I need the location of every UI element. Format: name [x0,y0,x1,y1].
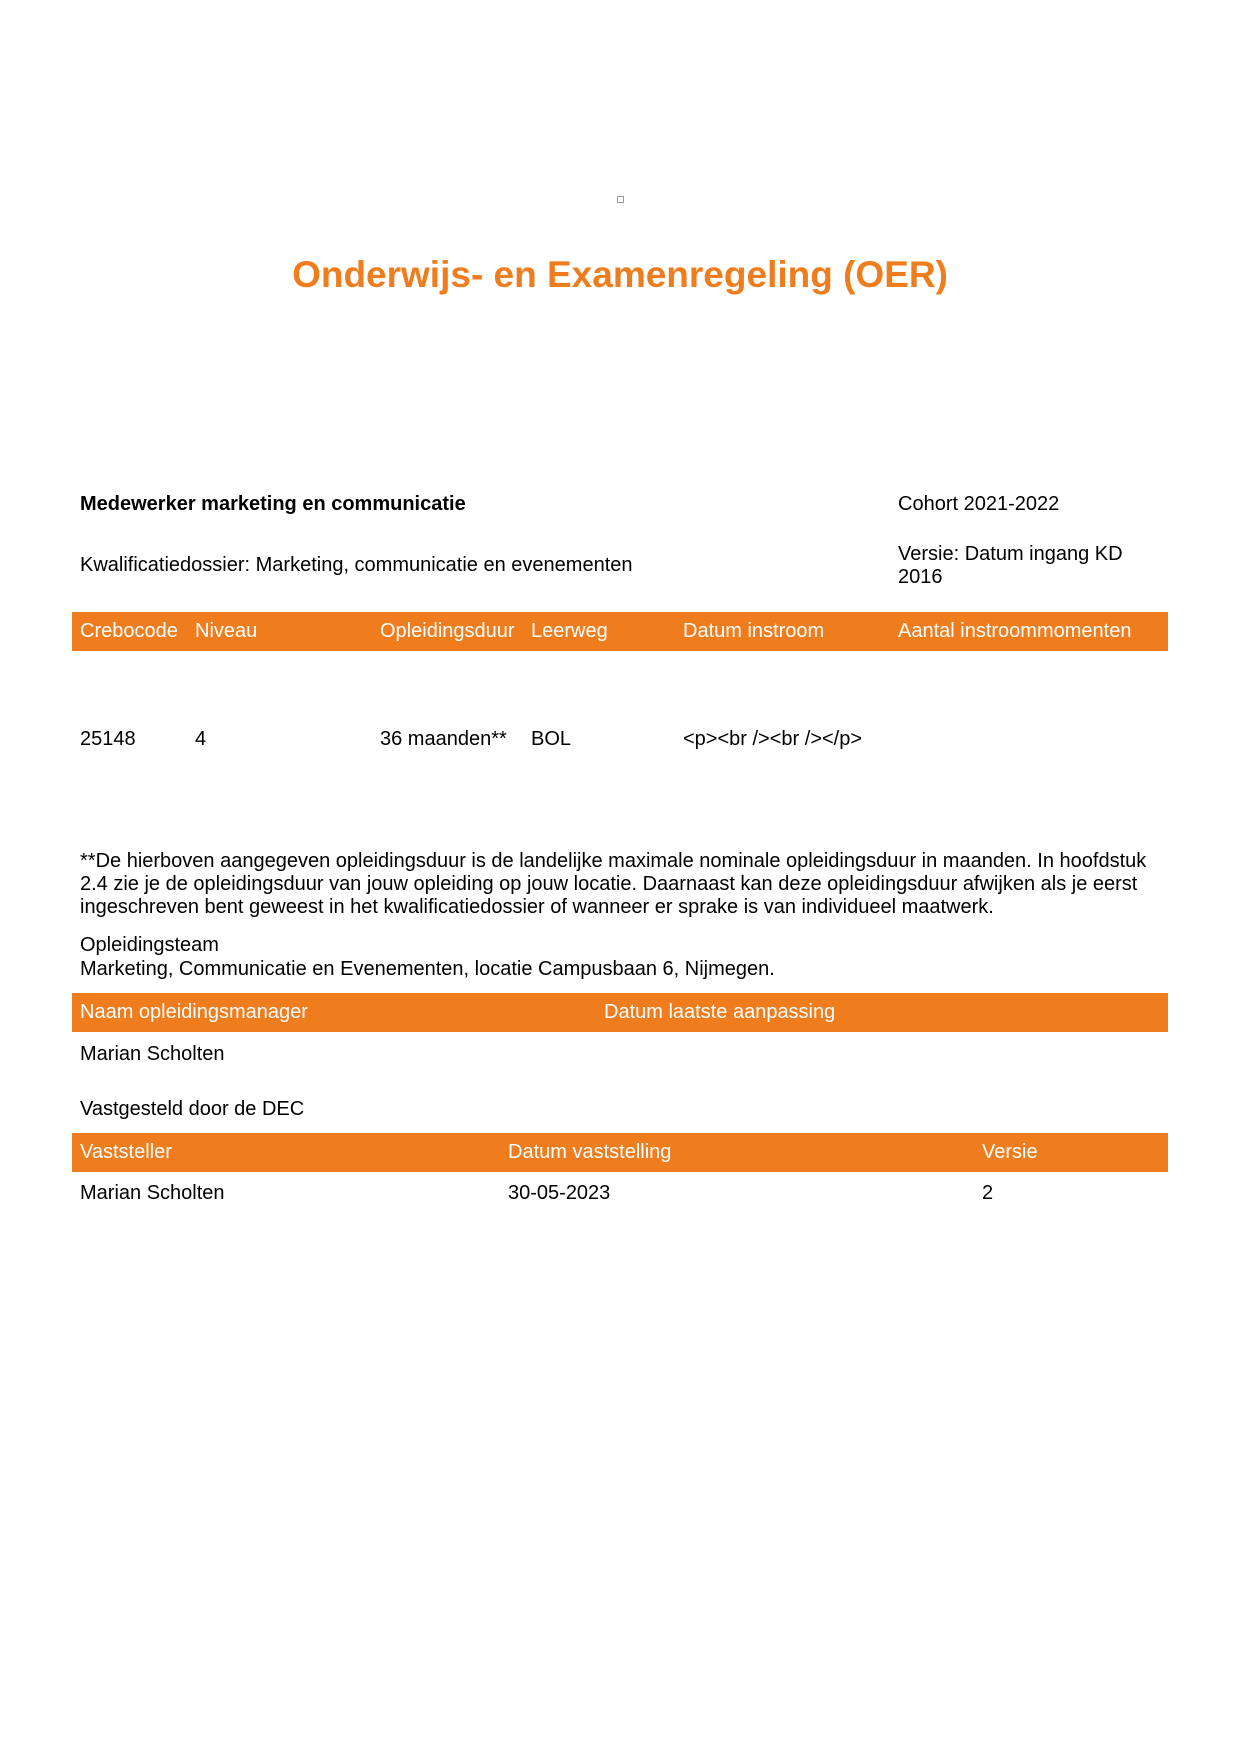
document-title: Onderwijs- en Examenregeling (OER) [292,254,948,295]
logo-placeholder-icon [617,196,624,203]
version-line-1: Versie: Datum ingang KD [898,543,1123,565]
established-label: Vastgesteld door de DEC [80,1098,305,1120]
header-leerweg: Leerweg [531,620,608,642]
header-crebocode: Crebocode [80,620,178,642]
cell-niveau: 4 [195,728,207,750]
footnote: **De hierboven aangegeven opleidingsduur is de landelijke maximale nominale opleidingsduur in maanden. In hoofdstuk 2.4 zie je de opleidingsduur van jouw opleiding op jouw locatie. Daarnaast kan deze opleidingsduur afwijken als je eerst ingeschreven bent geweest in het kwalificatiedossier of wanneer er sprake is van individueel maatwerk. [80,850,1147,918]
establish-table-header [72,1133,1168,1172]
cell-vaststeller: Marian Scholten [80,1182,225,1204]
cell-datum-instroom: <p><br /><br /></p> [683,728,863,750]
cell-versie: 2 [982,1182,994,1204]
cohort-label: Cohort 2021-2022 [898,493,1060,515]
program-name: Medewerker marketing en communicatie [80,493,466,515]
header-datum-vaststelling: Datum vaststelling [508,1141,672,1163]
header-aantal-instroommomenten: Aantal instroommomenten [898,620,1132,642]
version-info [898,543,1123,589]
header-vaststeller: Vaststeller [80,1141,172,1163]
program-table-header [72,612,1168,651]
header-naam-opleidingsmanager: Naam opleidingsmanager [80,1001,308,1023]
cell-leerweg: BOL [531,728,572,750]
header-versie: Versie [982,1141,1038,1163]
cell-crebocode: 25148 [80,728,136,750]
header-niveau: Niveau [195,620,258,642]
manager-name: Marian Scholten [80,1043,225,1065]
team-description: Marketing, Communicatie en Evenementen, locatie Campusbaan 6, Nijmegen. [80,958,775,980]
version-line-2: 2016 [898,566,943,588]
header-datum-laatste-aanpassing: Datum laatste aanpassing [604,1001,836,1023]
header-datum-instroom: Datum instroom [683,620,825,642]
team-label: Opleidingsteam [80,934,219,956]
header-opleidingsduur: Opleidingsduur [380,620,515,642]
cell-opleidingsduur: 36 maanden** [380,728,507,750]
cell-datum-vaststelling: 30-05-2023 [508,1182,611,1204]
qualification-dossier: Kwalificatiedossier: Marketing, communicatie en evenementen [80,554,633,576]
manager-table-header [72,993,1168,1032]
